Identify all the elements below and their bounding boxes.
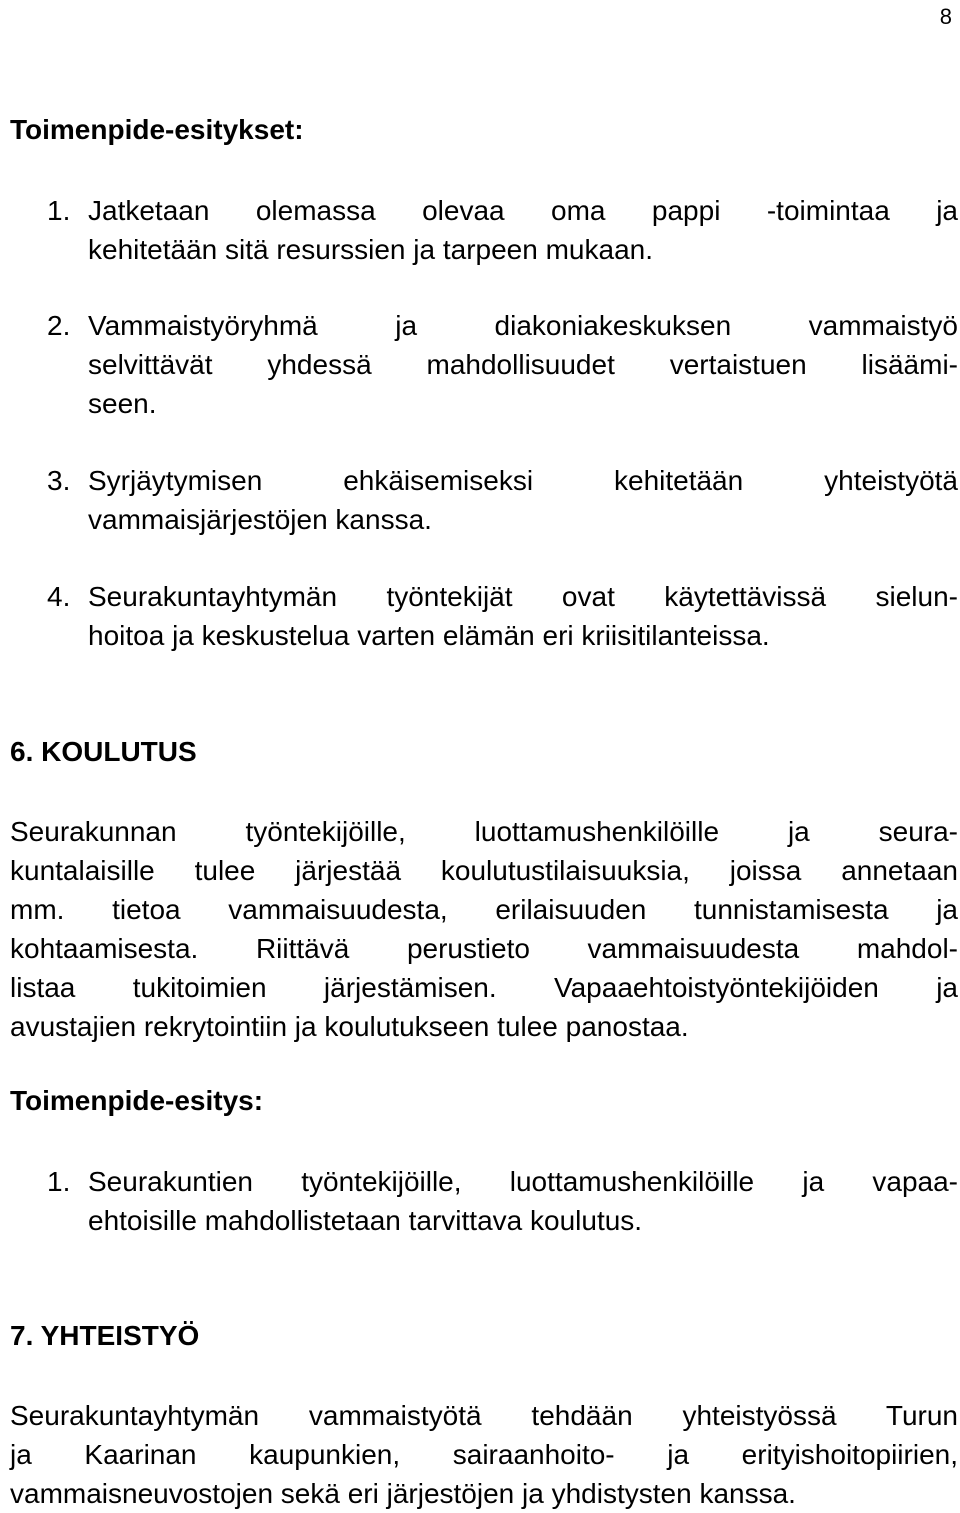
list-item-line: Seurakuntien työntekijöille, luottamushenkilöille ja vapaa-: [88, 1166, 958, 1197]
list-item: [88, 577, 958, 655]
paragraph-line: ja Kaarinan kaupunkien, sairaanhoito- ja erityishoitopiirien,: [10, 1439, 958, 1470]
paragraph-line: kuntalaisille tulee järjestää koulutustilaisuuksia, joissa annetaan: [10, 855, 958, 886]
list-item-number: 1.: [47, 195, 71, 226]
section-heading-yhteistyo: 7. YHTEISTYÖ: [10, 1320, 200, 1351]
paragraph-line: listaa tukitoimien järjestämisen. Vapaaehtoistyöntekijöiden ja: [10, 972, 958, 1003]
list-item-line: Seurakuntayhtymän työntekijät ovat käytettävissä sielun-: [88, 581, 958, 612]
section-paragraph: [10, 1396, 958, 1513]
paragraph-line: vammaisneuvostojen sekä eri järjestöjen ja yhdistysten kanssa.: [10, 1478, 796, 1509]
page-number: 8: [939, 4, 952, 29]
paragraph-line: Seurakuntayhtymän vammaistyötä tehdään yhteistyössä Turun: [10, 1400, 958, 1431]
section-heading-koulutus: 6. KOULUTUS: [10, 736, 197, 767]
list-item: [88, 461, 958, 539]
list-item-line: Syrjäytymisen ehkäisemiseksi kehitetään yhteistyötä: [88, 465, 958, 496]
paragraph-line: kohtaamisesta. Riittävä perustieto vammaisuudesta mahdol-: [10, 933, 958, 964]
measures-heading: Toimenpide-esitys:: [10, 1085, 264, 1116]
list-item-number: 2.: [47, 310, 71, 341]
list-item-line: vammaisjärjestöjen kanssa.: [88, 504, 432, 535]
list-item: [88, 306, 958, 423]
paragraph-line: avustajien rekrytointiin ja koulutukseen tulee panostaa.: [10, 1011, 689, 1042]
paragraph-line: Seurakunnan työntekijöille, luottamushenkilöille ja seura-: [10, 816, 958, 847]
list-item-line: hoitoa ja keskustelua varten elämän eri kriisitilanteissa.: [88, 620, 770, 651]
list-item-line: Jatketaan olemassa olevaa oma pappi -toimintaa ja: [88, 195, 958, 226]
list-item-number: 4.: [47, 581, 71, 612]
list-item: [88, 1162, 958, 1240]
list-item-number: 3.: [47, 465, 71, 496]
list-item-line: kehitetään sitä resurssien ja tarpeen mukaan.: [88, 234, 653, 265]
list-item-number: 1.: [47, 1166, 71, 1197]
list-item-line: seen.: [88, 388, 157, 419]
list-item-line: selvittävät yhdessä mahdollisuudet vertaistuen lisäämi-: [88, 349, 958, 380]
list-item: [88, 191, 958, 269]
section-paragraph: [10, 812, 958, 1046]
paragraph-line: mm. tietoa vammaisuudesta, erilaisuuden tunnistamisesta ja: [10, 894, 958, 925]
measures-heading: Toimenpide-esitykset:: [10, 114, 304, 145]
list-item-line: Vammaistyöryhmä ja diakoniakeskuksen vammaistyö: [88, 310, 958, 341]
list-item-line: ehtoisille mahdollistetaan tarvittava koulutus.: [88, 1205, 643, 1236]
